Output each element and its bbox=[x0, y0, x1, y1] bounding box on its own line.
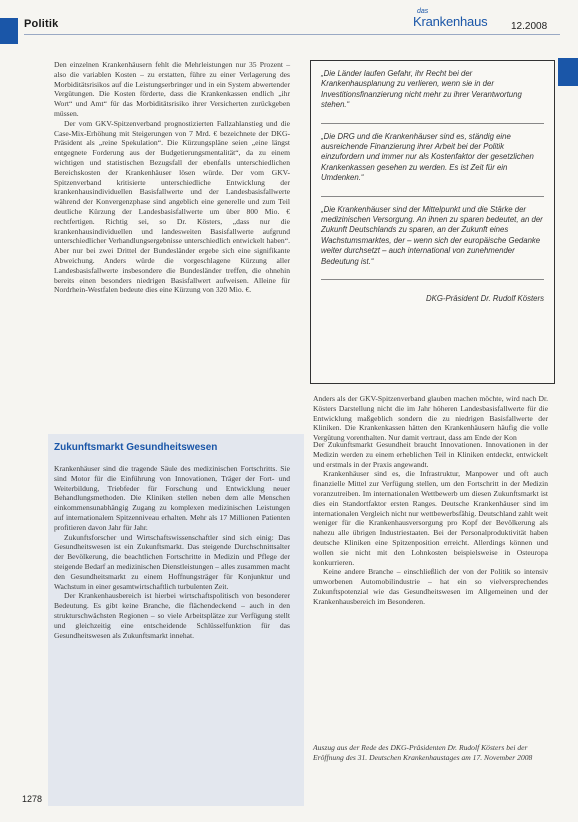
paragraph: Der Krankenhausbereich ist hierbei wirtschaftspolitisch von besonderer Bedeutung. Es gibt keine Branche, die flächendeckend – auch in den strukturschwächsten Regionen – so viele Arbeitsplätze zur Verfügung stellt und gleichzeitig eine entscheidende Schlüsselfunktion für das Gesundheitswesen als Zukunftsmarkt innehat. bbox=[54, 591, 290, 640]
lower-left-column bbox=[54, 464, 290, 640]
paragraph: Zukunftsforscher und Wirtschaftswissenschaftler sind sich einig: Das Gesundheitswesen ist ein Zukunftsmarkt. Das steigende Durchschnittsalter der Bevölkerung, die beachtlichen Fortschritte in Medizin und Pflege der steigende Bedarf an medizinischen Dienstleistungen – alles zusammen macht den Gesundheitsmarkt zu einem Hoffnungsträger für Konjunktur und Wachstum in einer gesamtwirtschaftlich turbulenten Zeit. bbox=[54, 532, 290, 591]
page-number: 1278 bbox=[22, 794, 43, 804]
header-rule bbox=[24, 34, 560, 35]
quote-box bbox=[310, 60, 555, 384]
section-marker bbox=[0, 18, 18, 44]
quote-divider bbox=[321, 123, 544, 124]
magazine-logo bbox=[413, 8, 487, 28]
issue-date: 12.2008 bbox=[511, 21, 548, 32]
paragraph: Der vom GKV-Spitzenverband prognostizierten Fallzahlanstieg und die Case-Mix-Erhöhung mit Steigerungen von 7 Mrd. € bezeichnete der DKG-Präsident als „reine Spekulation“. Die Kürzungspläne seien „eine längst entgegnete Forderung aus der Budgetierungsmentalität“, da zu einem wichtigen und statistischen Bezugsfall der ebenfalls unterschiedlichen Bereichskosten der Krankenhäuser lösen würde. Der vom GKV-Spitzenverband kritisierte unterschiedliche Entwicklung der krankenhausindividuellen Basisfallwerte und der Landesbasisfallwerte während der Konvergenzphase sind angeblich eine generelle und zum Teil deutliche Kürzung der Landesbasisfallwerte um über 800 Mio. € rechtfertigen. Richtig sei, so Dr. Kösters, „dass nur die krankenhausindividuellen und landesweiten Basisfallwerte aufgrund unterschiedlicher Verhandlungsergebnisse unterschiedlich entwickelt haben“. Aber nur bei zwei Drittel der Bundesländer ergebe sich eine signifikante Abweichung. Anders würde die vorgeschlagene Kürzung aller Landesbasisfallwerte insbesondere die Bundesländer treffen, die ohnehin bereits einen besonders niedrigen Basisfallwert aufweisen. Alleine für Nordrhein-Westfalen bedeute dies eine Kürzung von 320 Mio. €. bbox=[54, 118, 290, 295]
paragraph: Der Zukunftsmarkt Gesundheit braucht Innovationen. Innovationen in der Medizin werden zu einem erheblichen Teil in Kliniken entdeckt, entwickelt und erstmals in der Praxis angewandt. bbox=[313, 440, 548, 469]
quote: „Die DRG und die Krankenhäuser sind es, ständig eine ausreichende Finanzierung ihrer Arbeit bei der Politik einzufordern und immer nur als Kostenfaktor der gesetzlichen Krankenkassen gesehen zu werden. Es ist Zeit für ein Umdenken.“ bbox=[321, 131, 534, 183]
paragraph: Keine andere Branche – einschließlich der von der Politik so intensiv umworbenen Automobilindustrie – hat ein so vielversprechendes Zukunftspotenzial wie das Gesundheitswesen im Allgemeinen und der Krankenhausbereich im Besonderen. bbox=[313, 567, 548, 606]
paragraph: Krankenhäuser sind die tragende Säule des medizinischen Fortschritts. Sie sind Motor für die Einführung von Innovationen, Träger der Fort- und Weiterbildung, Triebfeder für Forschung und Entwicklung neuer Behandlungsmethoden. Die Kliniken stellen neben dem alle Menschen einkommensunabhängig Zugang zu komplexen medizinischen Leistungen auf internationalem Spitzenniveau erhalten. Mehr als 17 Millionen Patienten profitieren davon Jahr für Jahr. bbox=[54, 464, 290, 532]
paragraph: Anders als der GKV-Spitzenverband glauben machen möchte, wird nach Dr. Kösters Darstellung nicht die im Jahr höheren Landesbasisfallwerte für die Entwicklung maßgeblich sondern die zu niedrigen Basisfallwerte der Kliniken. Die Krankenkassen hätten den Krankenhäusern häufig die volle Vergütung vorenthalten. Nur damit vertraut, dass am Ende der Kon bbox=[313, 394, 548, 443]
lower-right-column bbox=[313, 440, 548, 607]
right-column-middle bbox=[313, 394, 548, 443]
left-column-top bbox=[54, 60, 290, 295]
edge-marker bbox=[558, 58, 578, 86]
quote-divider bbox=[321, 279, 544, 280]
logo-main-text: Krankenhaus bbox=[413, 14, 488, 29]
logo-small-text: das bbox=[417, 8, 429, 15]
section-title: Politik bbox=[24, 18, 59, 30]
quote-author: DKG-Präsident Dr. Rudolf Kösters bbox=[425, 294, 544, 304]
paragraph: Den einzelnen Krankenhäusern fehlt die Mehrleistungen nur 35 Prozent – also die variablen Kosten – zu erstatten, führe zu einer Verlagerung des Morbiditätsrisikos auf die Leistungserbringer und in ein System abwertender Vergütungen. Die Kosten förderte, dass die Krankenkassen endlich „ihr Wort“ und Amt“ für das Morbiditätsrisiko ihrer Versicherten zurückgeben müssen. bbox=[54, 60, 290, 118]
quote: „Die Länder laufen Gefahr, ihr Recht bei der Krankenhausplanung zu verlieren, wenn sie in der Investitionsfinanzierung nicht mehr zu ihrer Verantwortung stehen.“ bbox=[321, 69, 522, 110]
info-box-title: Zukunftsmarkt Gesundheitswesen bbox=[54, 442, 218, 453]
speech-citation: Auszug aus der Rede des DKG-Präsidenten Dr. Rudolf Kösters bei der Eröffnung des 31. Deutschen Krankenhaustages am 17. November 2008 bbox=[313, 743, 533, 762]
paragraph: Krankenhäuser sind es, die Infrastruktur, Manpower und oft auch finanzielle Mittel zur Verfügung stellen, um den Fortschritt in der Medizin voranzutreiben. Im internationalen Wettbewerb um diesen Zukunftsmarkt ist dies ein Standortfaktor ersten Ranges. Deutsche Krankenhäuser sind im internationalen Vergleich nicht nur wettbewerbsfähig. Deutschland zahlt weit weniger für die Krankenhausversorgung pro Kopf der Bevölkerung als nahezu alle übrigen Industriestaaten. Bei der Personalproduktivität haben deutsche Kliniken eine Spitzenposition erreicht. Allerdings können und wollen sie nicht mit den Lohnkosten beispielsweise in Osteuropa konkurrieren. bbox=[313, 469, 548, 567]
quote-divider bbox=[321, 196, 544, 197]
quote: „Die Krankenhäuser sind der Mittelpunkt und die Stärke der medizinischen Versorgung. An ihnen zu sparen bedeutet, an der Zukunft Deutschlands zu sparen, an der Zukunft eines Wachstumsmarktes, der – wenn sich der europäische Gedanke weiter durchsetzt – auch international von zunehmender Bedeutung ist.“ bbox=[321, 204, 543, 266]
